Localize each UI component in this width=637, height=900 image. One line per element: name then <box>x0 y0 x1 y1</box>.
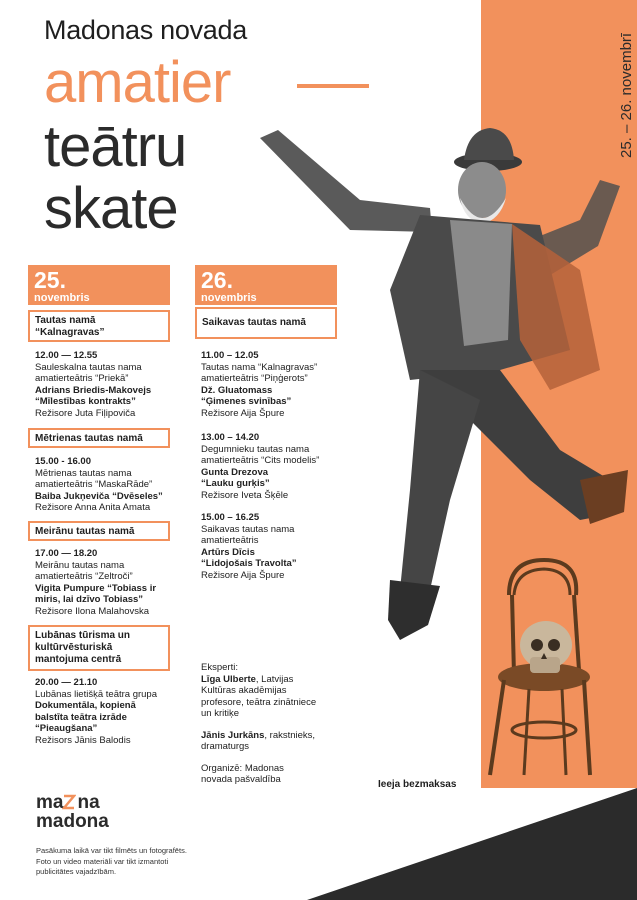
program-text: amatierteātris “Piņģerots” <box>201 373 308 384</box>
program-title: Gunta Drezova <box>201 466 269 478</box>
program-director: Režisore Aija Špure <box>201 569 285 581</box>
program-title: miris, lai dzīvo Tobiass” <box>35 594 144 605</box>
day2-date-box <box>195 265 337 305</box>
day1-program-2 <box>35 456 185 514</box>
title-line-1: Madonas novada <box>44 15 247 45</box>
expert-2-text: , rakstnieks, <box>264 729 316 741</box>
program-title: “Ģimenes svinības” <box>201 396 292 407</box>
program-text: Mētrienas tautas nama <box>35 467 132 479</box>
day1-program-3 <box>35 548 185 617</box>
program-title: Dž. Gluatomass <box>201 384 273 396</box>
logo-mark-icon <box>62 793 76 811</box>
program-director: Režisors Jānis Balodis <box>35 734 131 746</box>
notice-line: Foto un video materiāli var tikt izmantoti <box>36 856 169 866</box>
program-text: amatierteātris “Cits modelis” <box>201 455 320 466</box>
program-text: amatierteātris <box>201 535 259 546</box>
program-text: Meirānu tautas nama <box>35 559 125 571</box>
program-title: “Mīlestības kontrakts” <box>35 396 136 407</box>
free-entry-label: Ieeja bezmaksas <box>378 779 457 790</box>
venue-name-line: Tautas namā <box>35 315 96 326</box>
chair-with-skull-illustration <box>484 555 594 780</box>
organizer-text: novada pašvaldība <box>201 774 281 785</box>
program-text: Tautas nama “Kalnagravas” <box>201 361 318 373</box>
day1-venue-3 <box>28 521 170 541</box>
program-title: Dokumentāla, kopienā <box>35 700 136 711</box>
organizer-text: Organizē: Madonas <box>201 762 284 774</box>
program-text: Lubānas lietišķā teātra grupa <box>35 688 157 700</box>
venue-name-line: “Kalnagravas” <box>35 327 105 338</box>
program-director: Režisore Ilona Malahovska <box>35 605 150 617</box>
filming-notice <box>36 846 216 878</box>
expert-1-text: , Latvijas <box>255 673 294 685</box>
program-text: amatierteātris “Zeltroči” <box>35 571 133 582</box>
expert-2-name: Jānis Jurkāns <box>201 729 265 741</box>
program-title: “Pieaugšana” <box>35 723 98 734</box>
dark-corner-triangle <box>307 788 637 900</box>
program-time: 12.00 — 12.55 <box>35 350 98 361</box>
program-title: “Lauku gurķis” <box>201 478 270 489</box>
title-line-2: amatier <box>44 50 231 115</box>
program-time: 17.00 — 18.20 <box>35 548 98 559</box>
program-time: 20.00 — 21.10 <box>35 677 98 688</box>
program-director: Režisore Anna Anita Amata <box>35 502 151 513</box>
program-title: Artūrs Dīcis <box>201 546 255 558</box>
program-text: Saikavas tautas nama <box>201 523 295 535</box>
program-director: Režisore Iveta Šķēle <box>201 489 289 501</box>
program-time: 15.00 – 16.25 <box>201 512 260 523</box>
logo-text-part: na <box>77 792 100 813</box>
program-text: amatierteātris “Priekā” <box>35 373 129 384</box>
logo-text-part: madona <box>36 811 109 832</box>
venue-name-line: kultūrvēsturiskā <box>35 642 113 653</box>
program-time: 11.00 – 12.05 <box>201 350 259 361</box>
day2-program-2 <box>201 432 351 501</box>
title-dash <box>297 84 369 88</box>
program-director: Režisore Juta Fiļipoviča <box>35 407 136 419</box>
expert-2-text: dramaturgs <box>201 741 250 752</box>
program-director: Režisore Aija Špure <box>201 407 285 419</box>
program-text: Sauleskalna tautas nama <box>35 361 142 373</box>
program-title: balstīta teātra izrāde <box>35 711 127 723</box>
logo-text-part: ma <box>36 792 64 813</box>
notice-line: Pasākuma laikā var tikt filmēts un fotografēts. <box>36 846 187 855</box>
venue-name-line: Lubānas tūrisma un <box>35 630 131 641</box>
expert-1-text: un kritiķe <box>201 708 240 719</box>
program-title: “Lidojošais Travolta” <box>201 558 297 569</box>
day2-date-month: novembris <box>201 292 257 304</box>
day1-venue-4 <box>28 625 170 671</box>
day1-date-month: novembris <box>34 292 90 304</box>
venue-name-line: Saikavas tautas namā <box>202 317 306 328</box>
venue-name-line: mantojuma centrā <box>35 654 122 665</box>
notice-line: publicitātes vajadzībām. <box>36 867 117 876</box>
title-line-3: teātru <box>44 114 187 179</box>
day1-date-box <box>28 265 170 305</box>
venue-name-line: Meirānu tautas namā <box>35 526 135 537</box>
program-text: Degumnieku tautas nama <box>201 443 310 455</box>
program-time: 15.00 - 16.00 <box>35 456 91 467</box>
day2-program-1 <box>201 350 351 419</box>
expert-1-text: profesore, teātra zinātniece <box>201 696 317 708</box>
program-title: Vigita Pumpure “Tobiass ir <box>35 582 157 594</box>
day2-program-3 <box>201 512 351 581</box>
program-text: amatierteātris “MaskaRāde” <box>35 479 153 490</box>
experts-block <box>201 662 371 786</box>
day2-date-number: 26. <box>201 267 233 293</box>
experts-heading: Eksperti: <box>201 662 238 673</box>
day1-venue-1 <box>28 310 170 342</box>
madona-logo <box>36 793 126 833</box>
vertical-dates-text: 25. – 26. novembrī <box>618 32 635 158</box>
program-time: 13.00 – 14.20 <box>201 432 260 443</box>
title-line-4: skate <box>44 176 178 241</box>
day1-program-1 <box>35 350 185 419</box>
day2-venue <box>195 307 337 339</box>
day1-date-number: 25. <box>34 267 66 293</box>
day1-program-4 <box>35 677 185 746</box>
program-title: Adrians Briedis-Makovejs <box>35 384 152 396</box>
venue-name-line: Mētrienas tautas namā <box>35 433 143 444</box>
expert-1-text: Kultūras akadēmijas <box>201 685 287 696</box>
expert-1-name: Līga Ulberte <box>201 673 256 685</box>
program-title: Baiba Jukņeviča “Dvēseles” <box>35 490 163 502</box>
day1-venue-2 <box>28 428 170 448</box>
